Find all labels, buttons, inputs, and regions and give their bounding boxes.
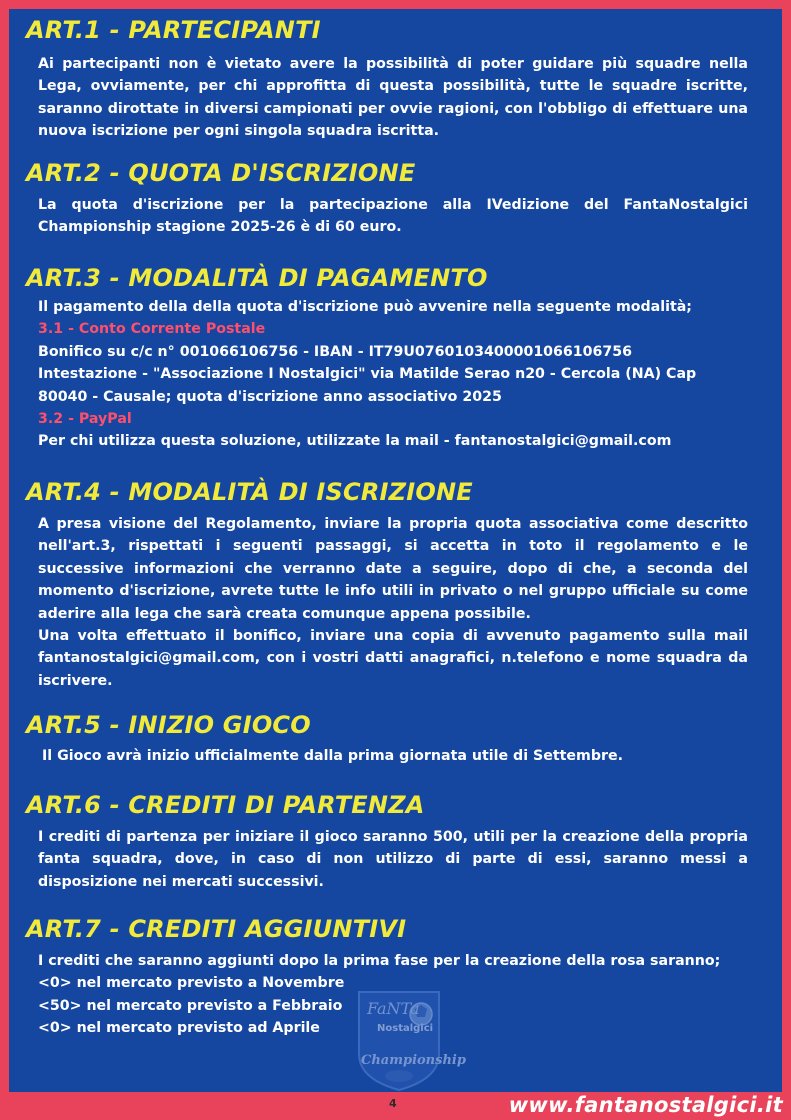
page-number: 4 xyxy=(389,1097,397,1110)
article-body xyxy=(38,53,748,143)
credit-line-april: <0> nel mercato previsto ad Aprile xyxy=(38,1020,320,1037)
article-body xyxy=(38,745,748,767)
logo-word-championship: Championship xyxy=(361,1053,466,1068)
article-body xyxy=(38,296,748,453)
article-title: ART.5 - INIZIO GIOCO xyxy=(26,711,311,739)
credit-line-november: <0> nel mercato previsto a Novembre xyxy=(38,975,345,992)
bank-details: Bonifico su c/c n° 001066106756 - IBAN - IT79U0760103400001066106756 xyxy=(38,343,633,360)
article-title: ART.1 - PARTECIPANTI xyxy=(26,16,321,44)
payment-intro: Il pagamento della della quota d'iscrizione può avvenire nella seguente modalità; xyxy=(38,299,692,315)
article-title: ART.6 - CREDITI DI PARTENZA xyxy=(26,791,425,819)
article-paragraph: La quota d'iscrizione per la partecipazione alla IVedizione del FantaNostalgici Championship stagione 2025-26 è di 60 euro. xyxy=(38,197,748,236)
paypal-details: Per chi utilizza questa soluzione, utilizzate la mail - fantanostalgici@gmail.com xyxy=(38,433,672,450)
subsection-title-postal: 3.1 - Conto Corrente Postale xyxy=(38,321,266,338)
credit-line-february: <50> nel mercato previsto a Febbraio xyxy=(38,997,343,1014)
article-paragraph: Il Gioco avrà inizio ufficialmente dalla prima giornata utile di Settembre. xyxy=(42,748,623,764)
article-title: ART.2 - QUOTA D'ISCRIZIONE xyxy=(26,159,416,187)
logo-word-fanta: FaNTa xyxy=(367,999,420,1018)
article-body xyxy=(38,194,748,239)
article-paragraph: I crediti che saranno aggiunti dopo la prima fase per la creazione della rosa saranno; xyxy=(38,953,721,969)
article-body xyxy=(38,513,748,692)
logo-word-nostalgici: Nostalgici xyxy=(377,1023,434,1034)
account-holder: Intestazione - "Associazione I Nostalgici" via Matilde Serao n20 - Cercola (NA) Cap 80040 - Causale; quota d'iscrizione anno associativo 2025 xyxy=(38,366,697,405)
article-body xyxy=(38,826,748,893)
fantanostalgici-logo xyxy=(349,984,466,1094)
article-title: ART.3 - MODALITÀ DI PAGAMENTO xyxy=(26,264,488,292)
logo-graphic xyxy=(349,984,466,1094)
article-title: ART.7 - CREDITI AGGIUNTIVI xyxy=(26,915,407,943)
article-paragraph: I crediti di partenza per iniziare il gioco saranno 500, utili per la creazione della propria fanta squadra, dove, in caso di non utilizzo di parte di essi, saranno messi a disposizione nei mercati successivi. xyxy=(38,829,748,890)
regulation-page xyxy=(9,9,782,1092)
article-title: ART.4 - MODALITÀ DI ISCRIZIONE xyxy=(26,478,473,506)
article-paragraph: A presa visione del Regolamento, inviare la propria quota associativa come descritto nell'art.3, rispettati i seguenti passaggi, si accetta in toto il regolamento e le successive informazioni che verranno date a seguire, dopo di che, a seconda del momento d'iscrizione, avrete tutte le info utili in privato o nel gruppo ufficiale su come aderire alla lega che sarà creata comunque appena possibile. xyxy=(38,516,748,622)
subsection-title-paypal: 3.2 - PayPal xyxy=(38,411,132,428)
article-paragraph: Ai partecipanti non è vietato avere la possibilità di poter guidare più squadre nella Lega, ovviamente, per chi approfitta di questa possibilità, tutte le squadre iscritte, saranno dirottate in diversi campionati per ovvie ragioni, con l'obbligo di effettuare una nuova iscrizione per ogni singola squadra iscritta. xyxy=(38,56,748,140)
article-paragraph: Una volta effettuato il bonifico, inviare una copia di avvenuto pagamento sulla mail fantanostalgici@gmail.com, con i vostri datti anagrafici, n.telefono e nome squadra da iscrivere. xyxy=(38,628,748,689)
website-link[interactable]: www.fantanostalgici.it xyxy=(508,1093,783,1117)
